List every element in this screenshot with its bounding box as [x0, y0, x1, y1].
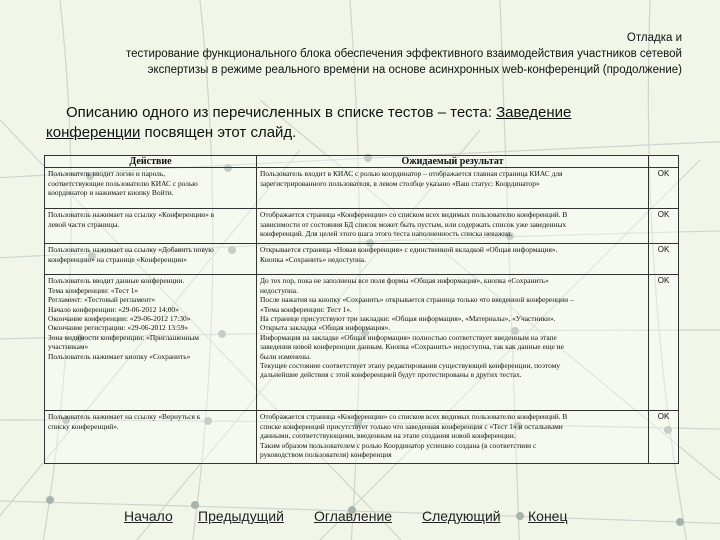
intro-link-part2: конференции — [46, 124, 141, 141]
intro-suffix: посвящен этот слайд. — [140, 124, 297, 141]
expected-cell — [257, 411, 649, 464]
slide-header — [42, 30, 682, 78]
action-cell — [45, 411, 257, 464]
intro-text — [46, 103, 686, 143]
cell-line: соответствующие пользователю КИАС с ролью — [48, 178, 198, 188]
cell-line: Пользователь нажимает на ссылку «Вернуться к — [48, 412, 201, 422]
cell-line: Пользователь вводит данные конференции. — [48, 276, 185, 286]
table-row — [45, 411, 679, 464]
header-line: тестирование функционального блока обеспечения эффективного взаимодействия участников сетевой — [125, 48, 682, 60]
cell-line: Зона видимости конференции: «Приглашенным — [48, 332, 199, 342]
cell-line: участникам» — [48, 342, 89, 352]
cell-line: Отображается страница «Конференции» со списком всех видимых пользователю конференций. В — [260, 412, 568, 422]
expected-cell — [257, 209, 649, 244]
cell-line: «Тема конференции: Тест 1». — [260, 304, 352, 314]
nav-next-link[interactable]: Следующий — [422, 508, 501, 524]
expected-cell — [257, 275, 649, 411]
nav-previous-link[interactable]: Предыдущий — [198, 508, 284, 524]
cell-line: координатор и нажимает кнопку Войти. — [48, 188, 174, 198]
cell-line: После нажатия на кнопку «Сохранить» открывается страница только что введенной конференции – — [260, 295, 574, 305]
status-cell: OK — [649, 275, 679, 411]
cell-line: На странице присутствуют три закладки: «Общая информация», «Материалы», «Участники». — [260, 314, 556, 324]
expected-cell — [257, 168, 649, 209]
intro-link-part1: Заведение — [496, 104, 572, 121]
action-cell — [45, 168, 257, 209]
cell-line: Открывается страница «Новая конференция» с единственной вкладкой «Общая информация». — [260, 245, 558, 255]
action-cell — [45, 244, 257, 275]
cell-line: Пользователь нажимает кнопку «Сохранить» — [48, 351, 191, 361]
cell-line: Информация на закладке «Общая информация» полностью соответствует введенным на этапе — [260, 332, 557, 342]
cell-line: Кнопка «Сохранить» недоступна. — [260, 254, 366, 264]
cell-line: Пользователь нажимает на ссылку «Добавить новую — [48, 245, 214, 255]
cell-line: конференций. Для целей этого шага этого теста наполненность списка неважна. — [260, 229, 513, 239]
cell-line: конференцию» на странице «Конференции» — [48, 254, 187, 264]
cell-line: Текущее состояние соответствует этапу редактирования существующей конференции, поэтому — [260, 361, 561, 371]
nav-start-link[interactable]: Начало — [124, 508, 173, 524]
cell-line: Тема конференции: «Тест 1» — [48, 285, 139, 295]
cell-line: Окончание конференции: «29-06-2012 17:30» — [48, 314, 191, 324]
cell-line: Регламент: «Тестовый регламент» — [48, 295, 156, 305]
cell-line: зависимости от состояния БД список может быть пустым, или содержать список уже заведенных — [260, 219, 567, 229]
cell-line: руководством пользователя) конференция — [260, 450, 392, 460]
cell-line: Пользователь вводит логин и пароль, — [48, 169, 166, 179]
cell-line: левой части страницы. — [48, 219, 120, 229]
cell-line: Открыта закладка «Общая информация». — [260, 323, 391, 333]
cell-line: недоступна. — [260, 285, 298, 295]
test-table — [44, 155, 679, 464]
cell-line: дальнейшие действия с этой конференцией будут протестированы в других тестах. — [260, 370, 522, 380]
cell-line: Начало конференции: «29-06-2012 14:00» — [48, 304, 179, 314]
cell-line: зарегистрированного пользователя, в левом столбце указано «Ваш статус: Координатор» — [260, 178, 540, 188]
cell-line: списке конференций присутствует только что заведенная конференция с «Тест 1» и остальными — [260, 421, 563, 431]
header-expected: Ожидаемый результат — [257, 156, 649, 168]
status-cell: OK — [649, 168, 679, 209]
navigation-bar — [0, 508, 720, 528]
cell-line: данными, соответствующими, введенным на этапе создания новой конференции. — [260, 431, 516, 441]
cell-line: Таким образом пользователем с ролью Координатор успешно создана (в соответствии с — [260, 440, 537, 450]
cell-line: До тех пор, пока не заполнены все поля формы «Общая информация», кнопка «Сохранить» — [260, 276, 549, 286]
header-action: Действие — [45, 156, 257, 168]
cell-line: были изменены. — [260, 351, 311, 361]
intro-prefix: Описанию одного из перечисленных в списке тестов – теста: — [66, 104, 497, 121]
table-row — [45, 244, 679, 275]
table-row — [45, 168, 679, 209]
action-cell — [45, 209, 257, 244]
nav-contents-link[interactable]: Оглавление — [314, 508, 393, 524]
header-line: Отладка и — [626, 32, 682, 44]
cell-line: Пользователь входит в КИАС с ролью координатор – отображается главная страница КИАС для — [260, 169, 563, 179]
header-status — [649, 156, 679, 168]
header-line: экспертизы в режиме реального времени на основе асинхронных web-конференций (продолжение) — [147, 64, 682, 76]
cell-line: Окончание регистрации: «29-06-2012 13:59» — [48, 323, 189, 333]
cell-line: заведения новой конференции данным. Кнопка «Сохранить» недоступна, так как данные еще не — [260, 342, 564, 352]
table-header-row — [45, 156, 679, 168]
cell-line: Отображается страница «Конференции» со списком всех видимых пользователю конференций. В — [260, 210, 568, 220]
table-row — [45, 275, 679, 411]
status-cell: OK — [649, 209, 679, 244]
action-cell — [45, 275, 257, 411]
cell-line: Пользователь нажимает на ссылку «Конференции» в — [48, 210, 215, 220]
table-row — [45, 209, 679, 244]
nav-end-link[interactable]: Конец — [528, 508, 568, 524]
cell-line: списку конференций». — [48, 421, 119, 431]
expected-cell — [257, 244, 649, 275]
status-cell: OK — [649, 244, 679, 275]
status-cell: OK — [649, 411, 679, 464]
